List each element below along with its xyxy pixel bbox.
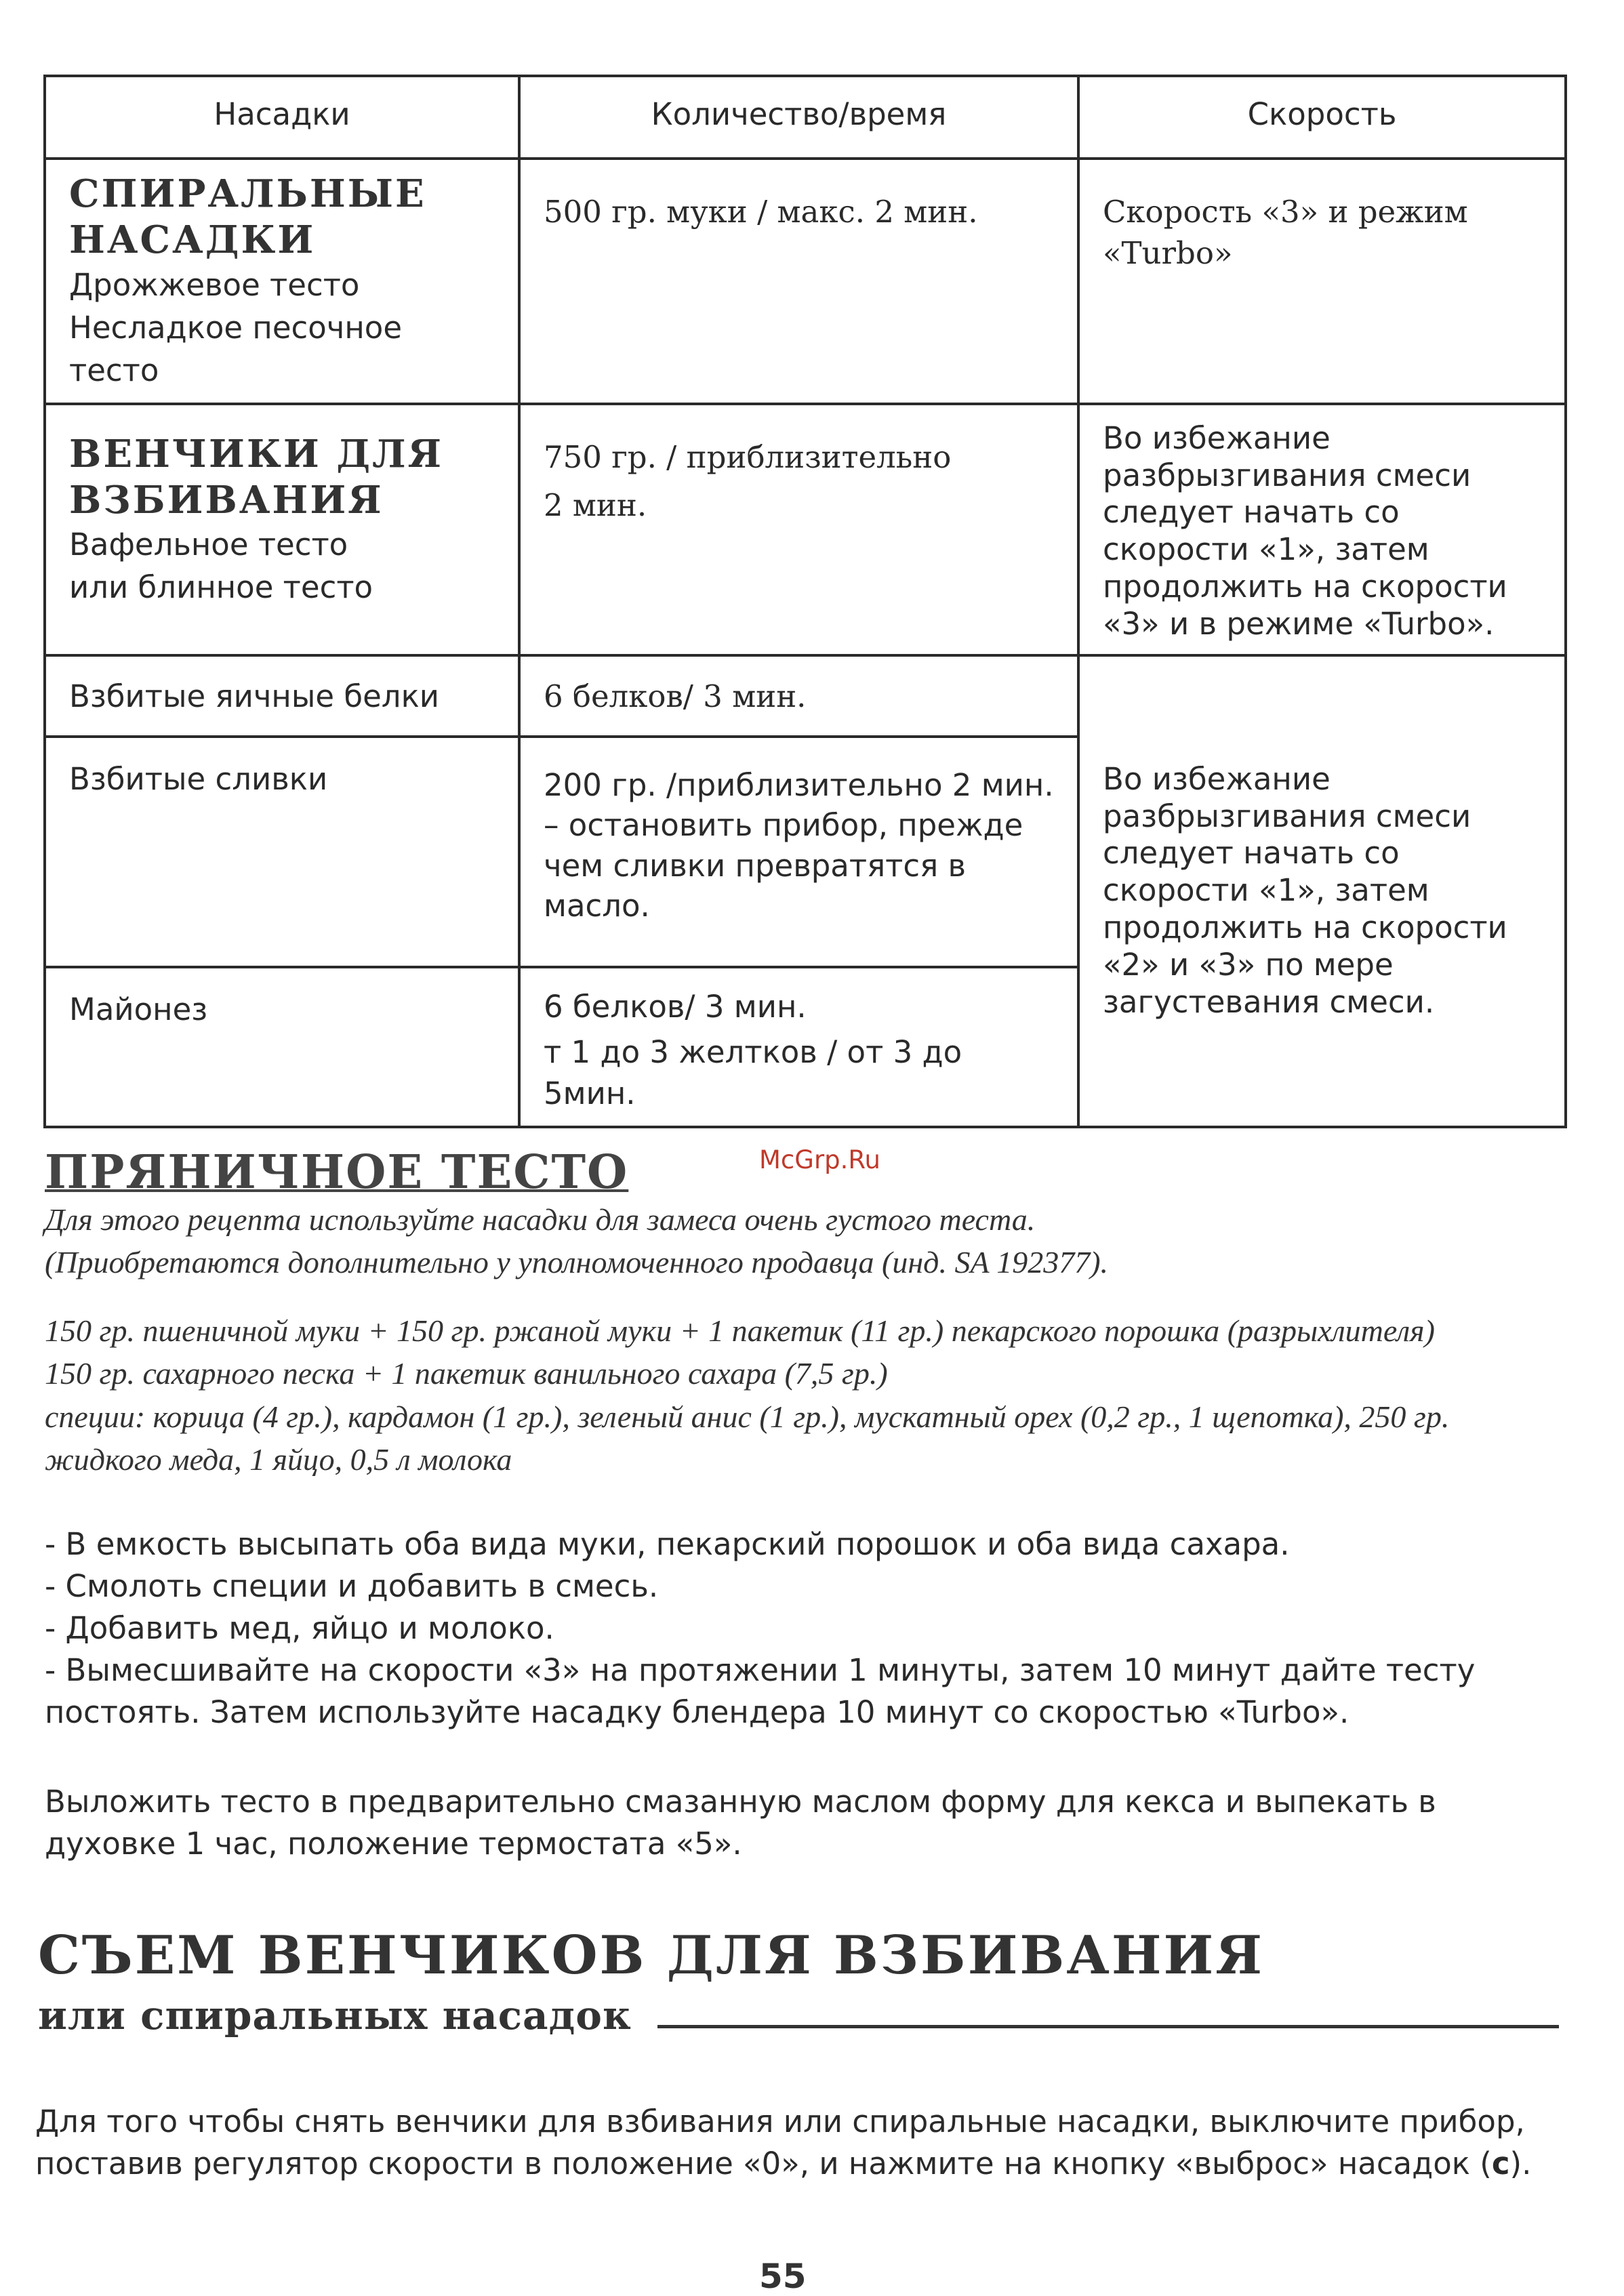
removal-subtitle: или спиральных насадок — [38, 1992, 632, 2038]
category-title: НАСАДКИ — [69, 218, 316, 263]
page-number: 55 — [759, 2257, 807, 2296]
quantity-line: т 1 до 3 желтков / от 3 до 5мин. — [544, 1034, 962, 1112]
table-row — [45, 404, 1566, 655]
quantity-cell: 500 гр. муки / макс. 2 мин. — [519, 159, 1078, 404]
table-row — [45, 159, 1566, 404]
quantity-cell: 6 белков/ 3 мин. — [519, 655, 1078, 737]
ingredient-line: специи: корица (4 гр.), кардамон (1 гр.), зеленый анис (1 гр.), мускатный орех (0,2 гр., 1 щепотка), 250 гр. жидкого меда, 1 яйцо, 0,5 л молока — [45, 1399, 1450, 1477]
attachment-cell — [45, 159, 519, 404]
step-line: - Добавить мед, яйцо и молоко. — [45, 1610, 554, 1647]
quantity-cell — [519, 967, 1078, 1127]
gingerbread-title: ПРЯНИЧНОЕ ТЕСТО — [45, 1145, 629, 1200]
quantity-cell: 200 гр. /приблизительно 2 мин. – остановить прибор, прежде чем сливки превратятся в масло. — [519, 737, 1078, 967]
attachment-item: Дрожжевое тесто — [69, 266, 360, 303]
quantity-line: 2 мин. — [544, 487, 647, 523]
shared-speed-cell: Во избежание разбрызгивания смеси следует начать со скорости «1», затем продолжить на скорости «2» и «3» по мере загустевания смеси. — [1078, 655, 1566, 1127]
attachment-cell: Взбитые яичные белки — [45, 655, 519, 737]
attachment-item: Вафельное тесто — [69, 527, 348, 563]
button-key-letter: с — [1491, 2146, 1510, 2182]
ingredient-line: 150 гр. пшеничной муки + 150 гр. ржаной муки + 1 пакетик (11 гр.) пекарского порошка (разрыхлителя) — [45, 1313, 1435, 1348]
gingerbread-ingredients — [45, 1309, 1563, 1481]
gingerbread-intro — [45, 1198, 1563, 1284]
header-attachments: Насадки — [45, 76, 519, 159]
category-title: ВЕНЧИКИ ДЛЯ — [69, 431, 444, 476]
table-header-row — [45, 76, 1566, 159]
table-row — [45, 655, 1566, 737]
attachments-table — [43, 75, 1567, 1128]
ingredient-line: 150 гр. сахарного песка + 1 пакетик ванильного сахара (7,5 гр.) — [45, 1356, 888, 1391]
attachment-cell — [45, 404, 519, 655]
step-line: - В емкость высыпать оба вида муки, пекарский порошок и оба вида сахара. — [45, 1526, 1290, 1562]
header-speed: Скорость — [1078, 76, 1566, 159]
attachment-item: или блинное тесто — [69, 569, 373, 606]
removal-text-main: Для того чтобы снять венчики для взбивания или спиральные насадки, выключите прибор, поставив регулятор скорости в положение «0», и нажмите на кнопку «выброс» насадок ( — [35, 2104, 1525, 2182]
removal-text — [35, 2101, 1554, 2185]
attachment-item: Несладкое песочное тесто — [69, 309, 403, 388]
speed-cell: Во избежание разбрызгивания смеси следует начать со скорости «1», затем продолжить на скорости «3» и в режиме «Turbo». — [1078, 404, 1566, 655]
quantity-line: 750 гр. / приблизительно — [544, 438, 952, 475]
quantity-line: 6 белков/ 3 мин. — [544, 988, 807, 1025]
category-title: СПИРАЛЬНЫЕ — [69, 171, 426, 216]
quantity-cell — [519, 404, 1078, 655]
removal-title: СЪЕМ ВЕНЧИКОВ ДЛЯ ВЗБИВАНИЯ — [38, 1925, 1265, 1986]
header-quantity-time: Количество/время — [519, 76, 1078, 159]
gingerbread-steps — [45, 1523, 1563, 1734]
attachment-cell: Взбитые сливки — [45, 737, 519, 967]
watermark-text: McGrp.Ru — [759, 1145, 880, 1174]
intro-line: Для этого рецепта используйте насадки для замеса очень густого теста. — [45, 1202, 1036, 1237]
subtitle-rule — [657, 2025, 1559, 2028]
step-line: - Вымесшивайте на скорости «3» на протяжении 1 минуты, затем 10 минут дайте тесту постоять. Затем используйте насадку блендера 10 минут со скоростью «Turbo». — [45, 1652, 1476, 1731]
speed-cell: Скорость «3» и режим «Turbo» — [1078, 159, 1566, 404]
gingerbread-baking: Выложить тесто в предварительно смазанную маслом форму для кекса и выпекать в духовке 1 час, положение термостата «5». — [45, 1784, 1436, 1862]
removal-text-end: ). — [1509, 2146, 1532, 2182]
category-title: ВЗБИВАНИЯ — [69, 477, 384, 522]
intro-line: (Приобретаются дополнительно у уполномоченного продавца (инд. SA 192377). — [45, 1245, 1109, 1280]
attachment-cell: Майонез — [45, 967, 519, 1127]
step-line: - Смолоть специи и добавить в смесь. — [45, 1568, 659, 1605]
